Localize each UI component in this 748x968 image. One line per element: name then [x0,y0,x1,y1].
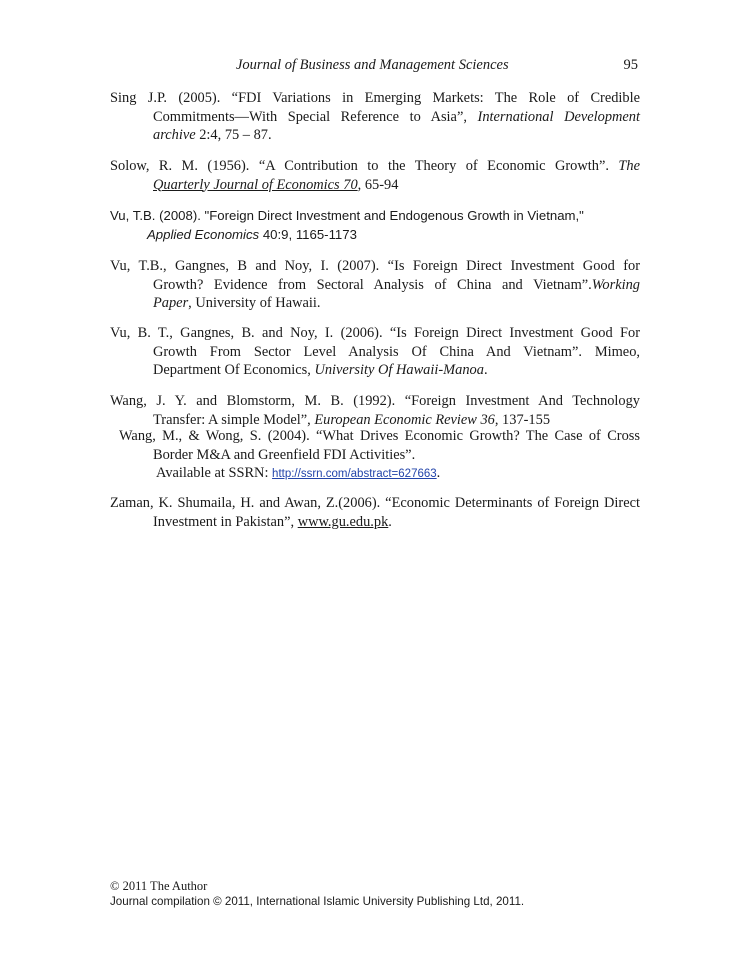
ref-line: Quarterly Journal of Economics 70, 65-94 [153,176,399,193]
ref-line: Growth? Evidence from Sectoral Analysis of China and Vietnam”.Working [153,276,640,293]
ref-line: Wang, J. Y. and Blomstorm, M. B. (1992). “Foreign Investment And Technology [110,393,640,409]
ref-line: Vu, B. T., Gangnes, B. and Noy, I. (2006). “Is Foreign Direct Investment Good For [110,325,640,341]
page-footer [110,879,650,909]
copyright-line: © 2011 The Author [110,879,208,893]
ref-line: Zaman, K. Shumaila, H. and Awan, Z.(2006). “Economic Determinants of Foreign Direct [110,495,640,511]
reference-wang-2004 [119,427,640,483]
journal-title: Journal of Business and Management Sciences [236,57,509,73]
reference-zaman [110,494,640,531]
ref-line: Border M&A and Greenfield FDI Activities”. [153,446,416,463]
reference-solow [110,157,640,194]
ref-line: Solow, R. M. (1956). “A Contribution to the Theory of Economic Growth”. The [110,158,640,174]
ssrn-link[interactable]: http://ssrn.com/abstract=627663 [272,468,437,480]
ref-line: Transfer: A simple Model”, European Economic Review 36, 137-155 [153,411,551,428]
ref-line: archive 2:4, 75 – 87. [153,127,272,143]
reference-sing [110,89,640,145]
page-number: 95 [623,57,638,73]
reference-wang-1992 [110,392,640,429]
page-header [236,57,640,77]
ref-line: Applied Economics 40:9, 1165-1173 [147,226,357,242]
ref-line: Wang, M., & Wong, S. (2004). “What Drives Economic Growth? The Case of Cross [119,428,640,444]
ref-line: Department Of Economics, University Of Hawaii-Manoa. [153,362,488,378]
reference-vu-2007 [110,257,640,313]
ref-line: Growth From Sector Level Analysis Of China And Vietnam”. Mimeo, [153,343,640,360]
compilation-line: Journal compilation © 2011, International Islamic University Publishing Ltd, 2011. [110,895,525,908]
ref-line: Investment in Pakistan”, www.gu.edu.pk. [153,513,392,530]
ref-line: Vu, T.B., Gangnes, B and Noy, I. (2007). “Is Foreign Direct Investment Good for [110,258,640,274]
reference-vu-2006 [110,324,640,380]
ref-line: Available at SSRN: http://ssrn.com/abstract=627663. [156,465,441,481]
ref-line: Commitments—With Special Reference to Asia”, International Development [153,108,640,125]
gu-edu-link[interactable]: www.gu.edu.pk [297,513,389,530]
reference-vu-2008 [110,207,640,244]
ref-line: Paper, University of Hawaii. [153,295,321,311]
ref-line: Sing J.P. (2005). “FDI Variations in Emerging Markets: The Role of Credible [110,90,640,106]
ref-line: Vu, T.B. (2008). "Foreign Direct Investment and Endogenous Growth in Vietnam," [110,208,584,223]
